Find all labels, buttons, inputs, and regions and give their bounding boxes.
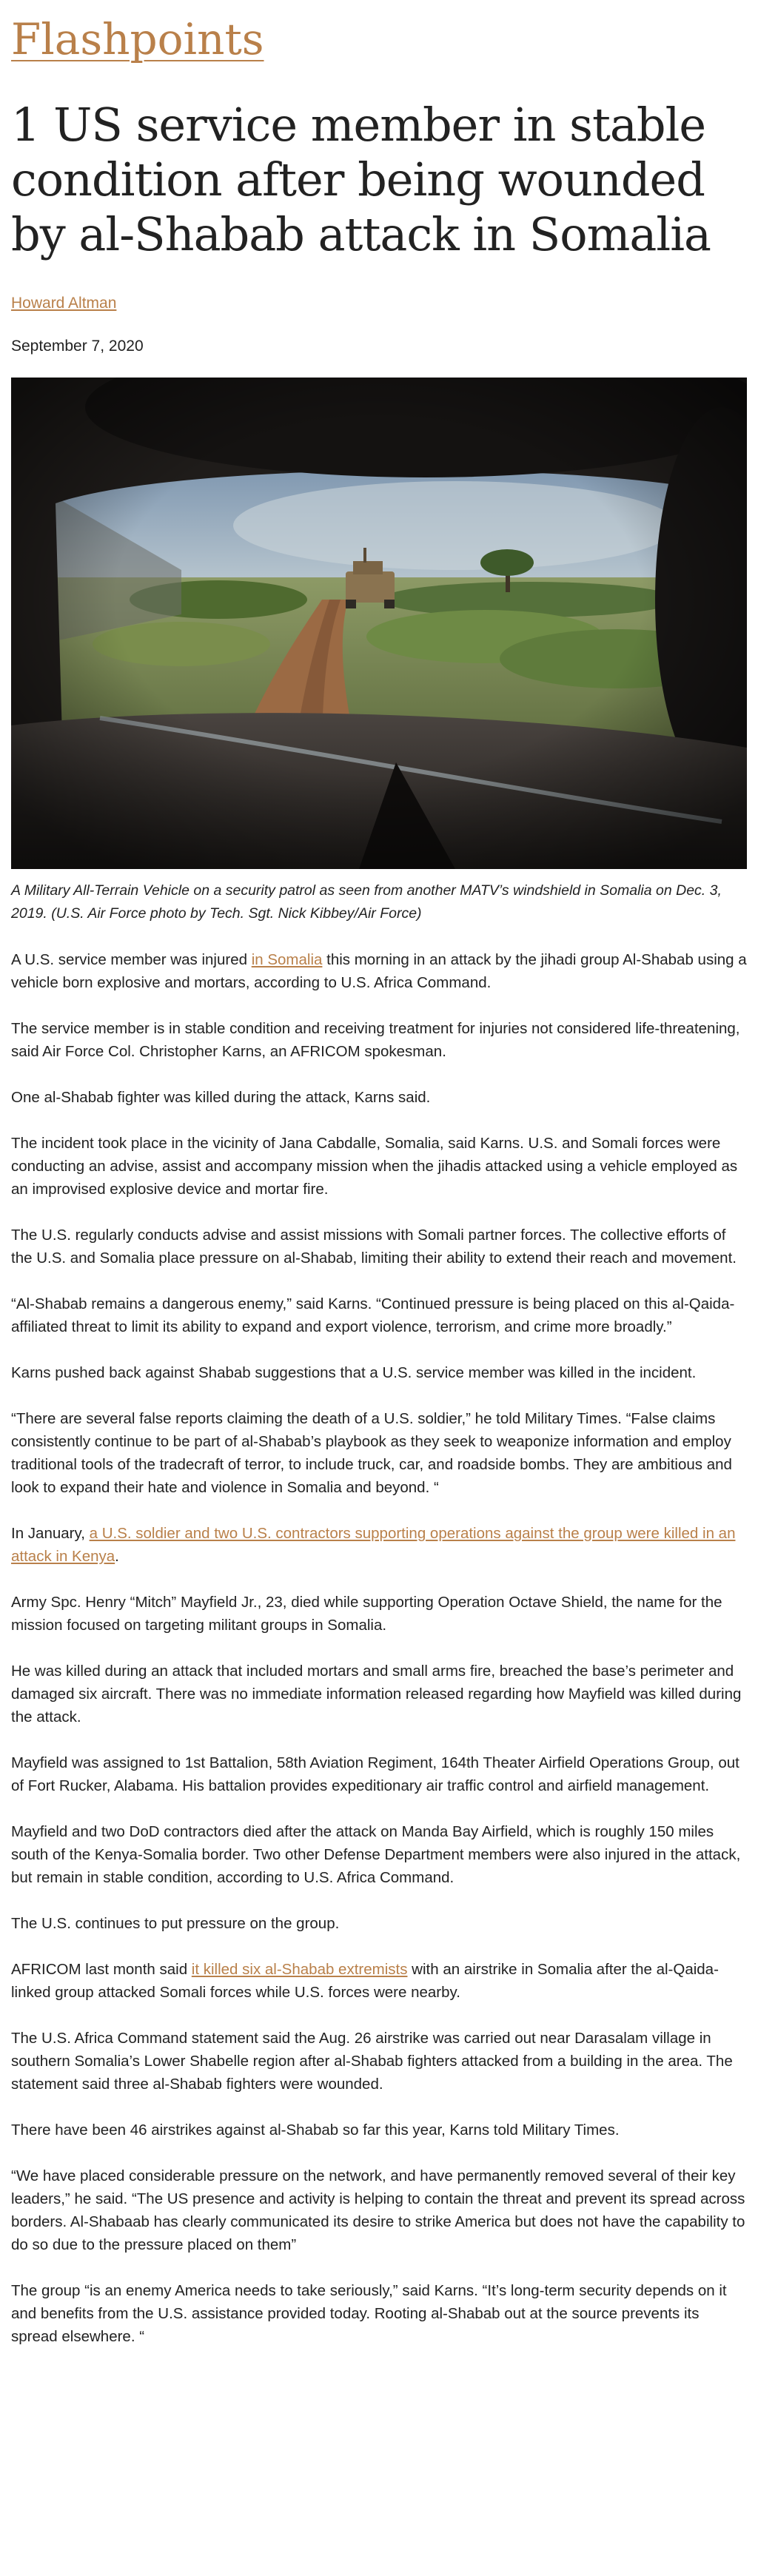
article-body [11,948,747,2348]
paragraph: The U.S. Africa Command statement said the Aug. 26 airstrike was carried out near Darasalam village in southern Somalia’s Lower Shabelle region after al-Shabab fighters attacked from a building in the area. The statement said three al-Shabab fighters were wounded. [11,2030,733,2093]
paragraph: “There are several false reports claiming the death of a U.S. soldier,” he told Military Times. “False claims consistently continue to be part of al-Shabab’s playbook as they seek to weaponize information and employ traditional tools of the tradecraft of terror, to include truck, car, and roadside bombs. They are ambitious and look to expand their hate and violence in Somalia and beyond. “ [11,1410,732,1496]
link-kenya-attack[interactable]: a U.S. soldier and two U.S. contractors supporting operations against the group were killed in an attack in Kenya [11,1525,736,1565]
paragraph: Army Spc. Henry “Mitch” Mayfield Jr., 23, died while supporting Operation Octave Shield, the name for the mission focused on targeting militant groups in Somalia. [11,1594,722,1634]
paragraph-text: . [115,1548,119,1565]
byline [11,293,747,314]
link-in-somalia[interactable]: in Somalia [251,951,323,968]
paragraph: The U.S. continues to put pressure on the group. [11,1915,340,1932]
paragraph: The service member is in stable condition and receiving treatment for injuries not considered life-threatening, said Air Force Col. Christopher Karns, an AFRICOM spokesman. [11,1020,740,1060]
paragraph [11,1522,747,1568]
paragraph: Mayfield was assigned to 1st Battalion, 58th Aviation Regiment, 164th Theater Airfield Operations Group, out of Fort Rucker, Alabama. His battalion provides expeditionary air traffic control and airfield management. [11,1754,739,1794]
paragraph-text: this morning in an attack by the jihadi group Al-Shabab using a vehicle born explosive and mortars, according to U.S. Africa Command. [11,951,747,991]
paragraph [11,948,747,994]
paragraph: Karns pushed back against Shabab suggestions that a U.S. service member was killed in the incident. [11,1364,697,1381]
section-link-flashpoints[interactable]: Flashpoints [11,14,264,64]
paragraph: One al-Shabab fighter was killed during the attack, Karns said. [11,1089,431,1106]
paragraph-text: AFRICOM last month said [11,1961,192,1978]
article-title: 1 US service member in stable condition after being wounded by al-Shabab attack in Somalia [11,98,711,261]
paragraph: “Al-Shabab remains a dangerous enemy,” said Karns. “Continued pressure is being placed on this al-Qaida-affiliated threat to limit its ability to expand and export violence, terrorism, and crime more broadly.” [11,1295,735,1335]
paragraph-text: In January, [11,1525,90,1542]
paragraph: “We have placed considerable pressure on the network, and have permanently removed several of their key leaders,” he said. “The US presence and activity is helping to contain the threat and prevent its spread across borders. Al-Shabaab has clearly communicated its desire to strike America but does not have the capability to do so due to the pressure placed on them” [11,2167,745,2253]
photo-caption: A Military All-Terrain Vehicle on a security patrol as seen from another MATV’s windshield in Somalia on Dec. 3, 2019. (U.S. Air Force photo by Tech. Sgt. Nick Kibbey/Air Force) [11,882,722,922]
paragraph: Mayfield and two DoD contractors died after the attack on Manda Bay Airfield, which is roughly 150 miles south of the Kenya-Somalia border. Two other Defense Department members were also injured in the attack, but remain in stable condition, according to U.S. Africa Command. [11,1823,741,1886]
publish-date: September 7, 2020 [11,338,144,355]
hero-photo [11,378,747,869]
paragraph-text: with an airstrike in Somalia after the al-Qaida-linked group attacked Somali forces while U.S. forces were nearby. [11,1961,719,2001]
paragraph: The group “is an enemy America needs to take seriously,” said Karns. “It’s long-term security depends on it and benefits from the U.S. assistance provided today. Rooting al-Shabab out at the source prevents its spread elsewhere. “ [11,2282,727,2345]
link-airstrike[interactable]: it killed six al-Shabab extremists [191,1961,408,1978]
paragraph-text: A U.S. service member was injured [11,951,252,968]
author-link[interactable]: Howard Altman [11,295,117,312]
paragraph: He was killed during an attack that included mortars and small arms fire, breached the base’s perimeter and damaged six aircraft. There was no immediate information released regarding how Mayfield was killed during the attack. [11,1663,742,1725]
paragraph: The incident took place in the vicinity of Jana Cabdalle, Somalia, said Karns. U.S. and Somali forces were conducting an advise, assist and accompany mission when the jihadis attacked using a vehicle employed as an improvised explosive device and mortar fire. [11,1135,738,1198]
paragraph [11,1958,747,2004]
paragraph: There have been 46 airstrikes against al-Shabab so far this year, Karns told Military Times. [11,2121,620,2139]
paragraph: The U.S. regularly conducts advise and assist missions with Somali partner forces. The collective efforts of the U.S. and Somalia place pressure on al-Shabab, limiting their ability to extend their reach and movement. [11,1227,737,1267]
